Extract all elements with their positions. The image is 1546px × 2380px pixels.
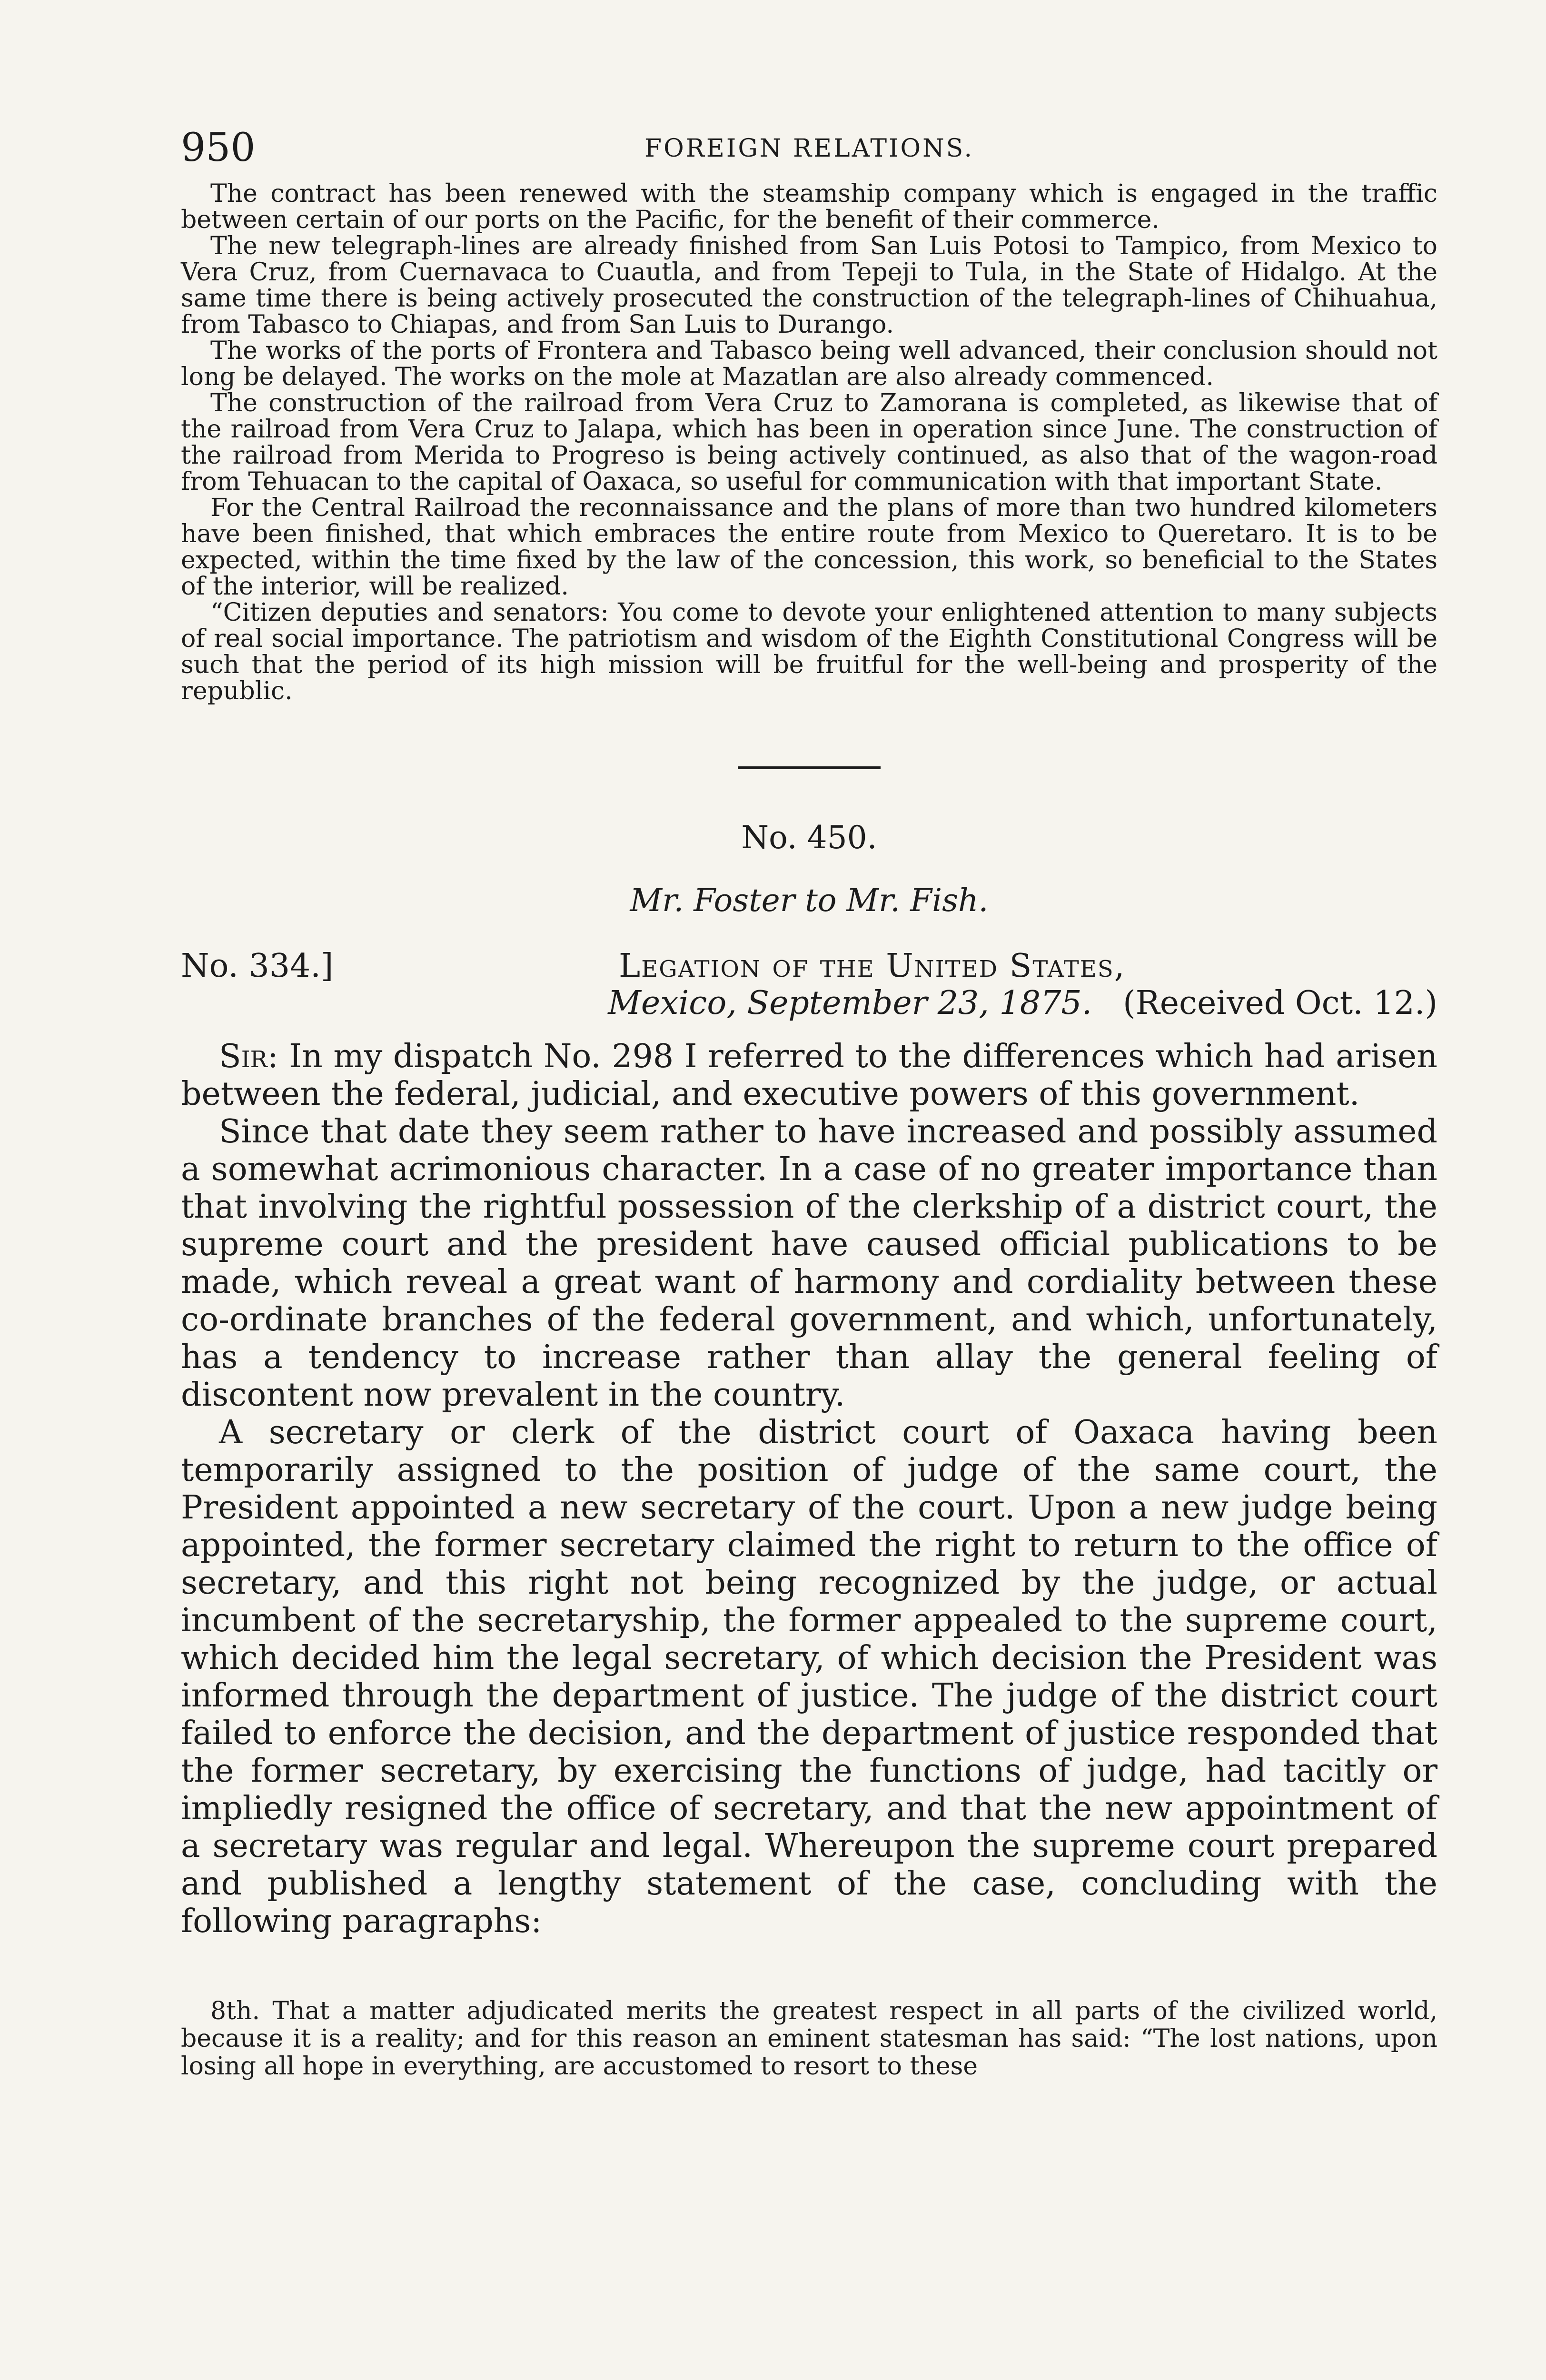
document-number: No. 450.	[741, 819, 877, 856]
dateline	[608, 984, 1437, 1022]
quoted-statement	[181, 1997, 1437, 2080]
place-date: Mexico, September 23, 1875.	[608, 984, 1092, 1022]
dispatch-body	[181, 1038, 1437, 1940]
document-title: Mr. Foster to Mr. Fish.	[630, 882, 989, 919]
quoted-paragraph: 8th. That a matter adjudicated merits the greatest respect in all parts of the civilized world, because it is a reality; and for this reason an eminent statesman has said: “The lost nations, upon losing all hope in everything, are accustomed to resort to these	[181, 1997, 1437, 2081]
paragraph: Since that date they seem rather to have increased and possibly assumed a somewhat acrimonious character. In a case of no greater importance than that involving the rightful possession of the clerkship of a district court, the supreme court and the president have caused official publications to be made, which reveal a great want of harmony and cordiality between these co-ordinate branches of the federal government, and which, unfortunately, has a tendency to increase rather than allay the general feeling of discontent now prevalent in the country.	[181, 1113, 1437, 1414]
page-number: 950	[181, 125, 256, 170]
paragraph: The construction of the railroad from Vera Cruz to Zamorana is completed, as likewise that of the railroad from Vera Cruz to Jalapa, which has been in operation since June. The construction of the railroad from Merida to Progreso is being actively continued, as also that of the wagon-road from Tehuacan to the capital of Oaxaca, so useful for communication with that important State.	[181, 389, 1437, 496]
page	[181, 125, 1437, 2081]
received-date: (Received Oct. 12.)	[1123, 984, 1437, 1022]
paragraph-text: : In my dispatch No. 298 I referred to the differences which had arisen between the federal, judicial, and executive powers of this government.	[181, 1038, 1437, 1113]
previous-document-text	[181, 181, 1437, 704]
page-header	[181, 125, 1437, 181]
paragraph: The new telegraph-lines are already finished from San Luis Potosi to Tampico, from Mexico to Vera Cruz, from Cuernavaca to Cuautla, and from Tepeji to Tula, in the State of Hidalgo. At the same time there is being actively prosecuted the construction of the telegraph-lines of Chihuahua, from Tabasco to Chiapas, and from San Luis to Durango.	[181, 232, 1437, 339]
section-divider	[738, 766, 881, 769]
dispatch-number: No. 334.]	[181, 947, 334, 985]
running-title: FOREIGN RELATIONS.	[644, 134, 974, 163]
paragraph	[181, 1038, 1437, 1113]
paragraph: The contract has been renewed with the steamship company which is engaged in the traffic between certain of our ports on the Pacific, for the benefit of their commerce.	[181, 179, 1437, 234]
paragraph: A secretary or clerk of the district court of Oaxaca having been temporarily assigned to the position of judge of the same court, the President appointed a new secretary of the court. Upon a new judge being appointed, the former secretary claimed the right to return to the office of secretary, and this right not being recognized by the judge, or actual incumbent of the secretaryship, the former appealed to the supreme court, which decided him the legal secretary, of which decision the President was informed through the department of justice. The judge of the district court failed to enforce the decision, and the department of justice responded that the former secretary, by exercising the functions of judge, had tacitly or impliedly resigned the office of secretary, and that the new appointment of a secretary was regular and legal. Whereupon the supreme court prepared and published a lengthy statement of the case, concluding with the following paragraphs:	[181, 1414, 1437, 1940]
dispatch-heading	[181, 947, 1437, 1038]
paragraph: “Citizen deputies and senators: You come to devote your enlightened attention to many subjects of real social importance. The patriotism and wisdom of the Eighth Constitutional Congress will be such that the period of its high mission will be fruitful for the well-being and prosperity of the republic.	[181, 598, 1437, 705]
paragraph: The works of the ports of Frontera and Tabasco being well advanced, their conclusion should not long be delayed. The works on the mole at Mazatlan are also already commenced.	[181, 337, 1437, 391]
legation-line: Legation of the United States,	[619, 947, 1126, 985]
paragraph: For the Central Railroad the reconnaissance and the plans of more than two hundred kilometers have been finished, that which embraces the entire route from Mexico to Queretaro. It is to be expected, within the time fixed by the law of the concession, this work, so beneficial to the States of the interior, will be realized.	[181, 494, 1437, 601]
salutation: Sir	[219, 1038, 268, 1075]
